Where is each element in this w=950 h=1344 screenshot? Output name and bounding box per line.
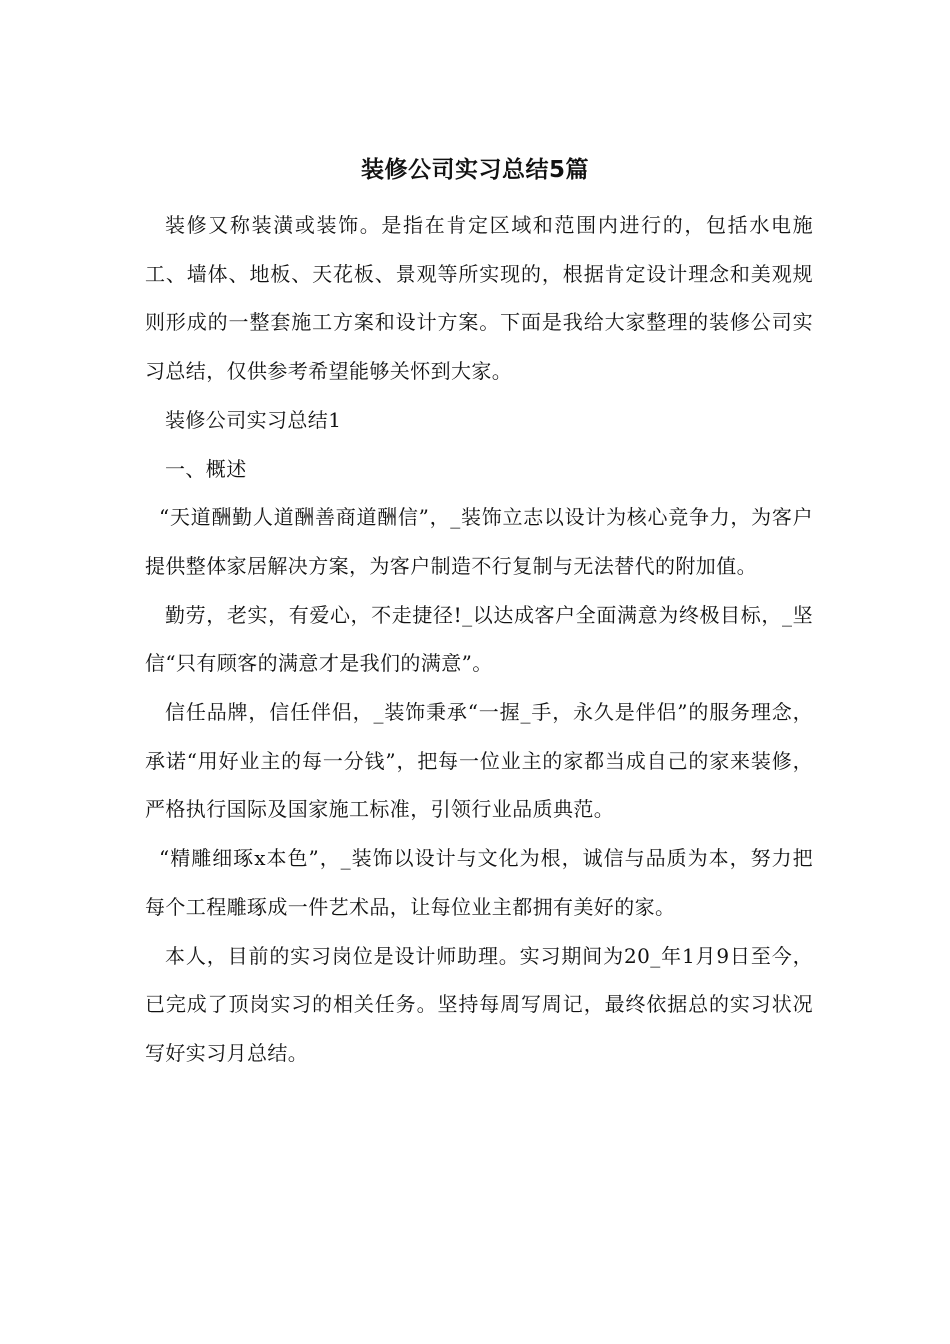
internship-paragraph: 本人，目前的实习岗位是设计师助理。实习期间为20_年1月9日至今，已完成了顶岗实习的相关任务。坚持每周写周记，最终依据总的实习状况写好实习月总结。: [145, 943, 813, 1065]
intro-paragraph: 装修又称装潢或装饰。是指在肯定区域和范围内进行的，包括水电施工、墙体、地板、天花板、景观等所实现的，根据肯定设计理念和美观规则形成的一整套施工方案和设计方案。下面是我给大家整理的装修公司实习总结，仅供参考希望能够关怀到大家。: [145, 213, 813, 384]
craft-paragraph: “精雕细琢x本色”，_装饰以设计与文化为根，诚信与品质为本，努力把每个工程雕琢成一件艺术品，让每位业主都拥有美好的家。: [145, 846, 813, 919]
document-title: 装修公司实习总结5篇: [360, 157, 589, 183]
motto-paragraph: “天道酬勤人道酬善商道酬信”，_装饰立志以设计为核心竞争力，为客户提供整体家居解决方案，为客户制造不行复制与无法替代的附加值。: [145, 505, 813, 578]
section-heading: 装修公司实习总结1: [165, 407, 342, 432]
brand-paragraph: 信任品牌，信任伴侣，_装饰秉承“一握_手，永久是伴侣”的服务理念，承诺“用好业主的每一分钱”，把每一位业主的家都当成自己的家来装修，严格执行国际及国家施工标准，引领行业品质典范。: [145, 700, 813, 822]
document-body: [145, 201, 813, 1078]
values-paragraph: 勤劳，老实，有爱心，不走捷径!_以达成客户全面满意为终极目标，_坚信“只有顾客的满意才是我们的满意”。: [145, 602, 813, 676]
subsection-heading: 一、概述: [165, 456, 247, 481]
